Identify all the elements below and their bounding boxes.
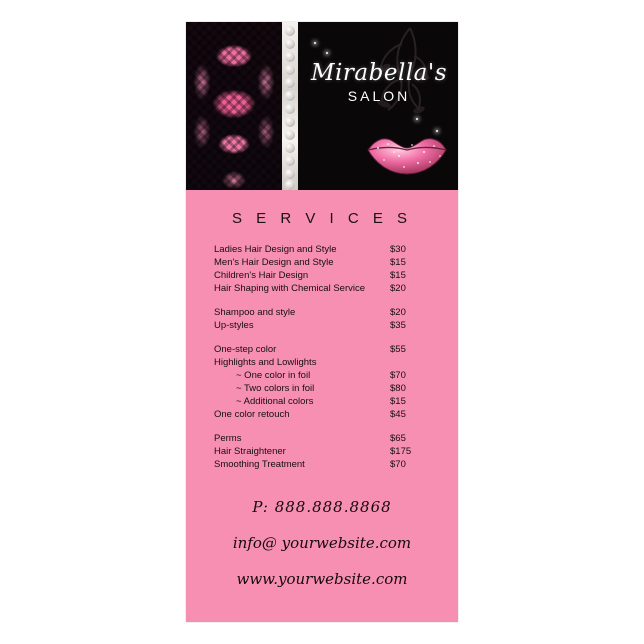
service-row (214, 458, 430, 471)
service-label: Shampoo and style (214, 307, 296, 318)
service-price: $30 (390, 244, 406, 255)
service-row (214, 382, 430, 395)
service-label: Ladies Hair Design and Style (214, 244, 337, 255)
services-menu (214, 243, 430, 471)
service-row (214, 319, 430, 332)
service-label: Highlights and Lowlights (214, 357, 317, 368)
service-label: One color retouch (214, 409, 290, 420)
service-label: ~ Additional colors (236, 396, 314, 407)
service-price: $35 (390, 320, 406, 331)
service-price: $15 (390, 270, 406, 281)
service-price: $20 (390, 283, 406, 294)
contact-email: info@ yourwebsite.com (232, 534, 412, 552)
service-group (214, 343, 430, 421)
service-price: $20 (390, 307, 406, 318)
service-group (214, 306, 430, 332)
service-label: Children's Hair Design (214, 270, 309, 281)
service-label: ~ One color in foil (236, 370, 311, 381)
service-row (214, 282, 430, 295)
service-price: $15 (390, 257, 406, 268)
service-row (214, 369, 430, 382)
contact-phone: P: 888.888.8868 (252, 498, 392, 516)
service-row (214, 256, 430, 269)
service-price: $70 (390, 459, 406, 470)
rack-card (186, 22, 458, 622)
service-row (214, 408, 430, 421)
service-label: One-step color (214, 344, 277, 355)
service-price: $55 (390, 344, 406, 355)
service-label: Hair Shaping with Chemical Service (214, 283, 366, 294)
service-row (214, 243, 430, 256)
service-price: $70 (390, 370, 406, 381)
damask-pattern-icon (186, 22, 282, 190)
glitter-lips-icon (364, 132, 450, 176)
service-label: Men's Hair Design and Style (214, 257, 334, 268)
diamond-strip-icon (282, 22, 298, 190)
service-row (214, 432, 430, 445)
brand-name: Mirabella's (311, 60, 447, 86)
service-price: $80 (390, 383, 406, 394)
service-row (214, 306, 430, 319)
service-row (214, 269, 430, 282)
contact-website: www.yourwebsite.com (236, 570, 408, 588)
service-price: $45 (390, 409, 406, 420)
service-row (214, 395, 430, 408)
service-label: Perms (214, 433, 242, 444)
service-row (214, 445, 430, 458)
service-row (214, 343, 430, 356)
service-label: Up-styles (214, 320, 254, 331)
brand-subtitle: SALON (347, 88, 411, 104)
services-title: S E R V I C E S (231, 210, 413, 227)
contact-block (186, 498, 458, 606)
card-header (186, 22, 458, 190)
service-label: ~ Two colors in foil (236, 383, 315, 394)
service-group (214, 432, 430, 471)
card-body (186, 190, 458, 622)
service-price: $15 (390, 396, 406, 407)
brand-block (304, 60, 454, 104)
service-row (214, 356, 430, 369)
service-label: Hair Straightener (214, 446, 286, 457)
service-price: $175 (390, 446, 412, 457)
service-label: Smoothing Treatment (214, 459, 305, 470)
service-group (214, 243, 430, 295)
service-price: $65 (390, 433, 406, 444)
